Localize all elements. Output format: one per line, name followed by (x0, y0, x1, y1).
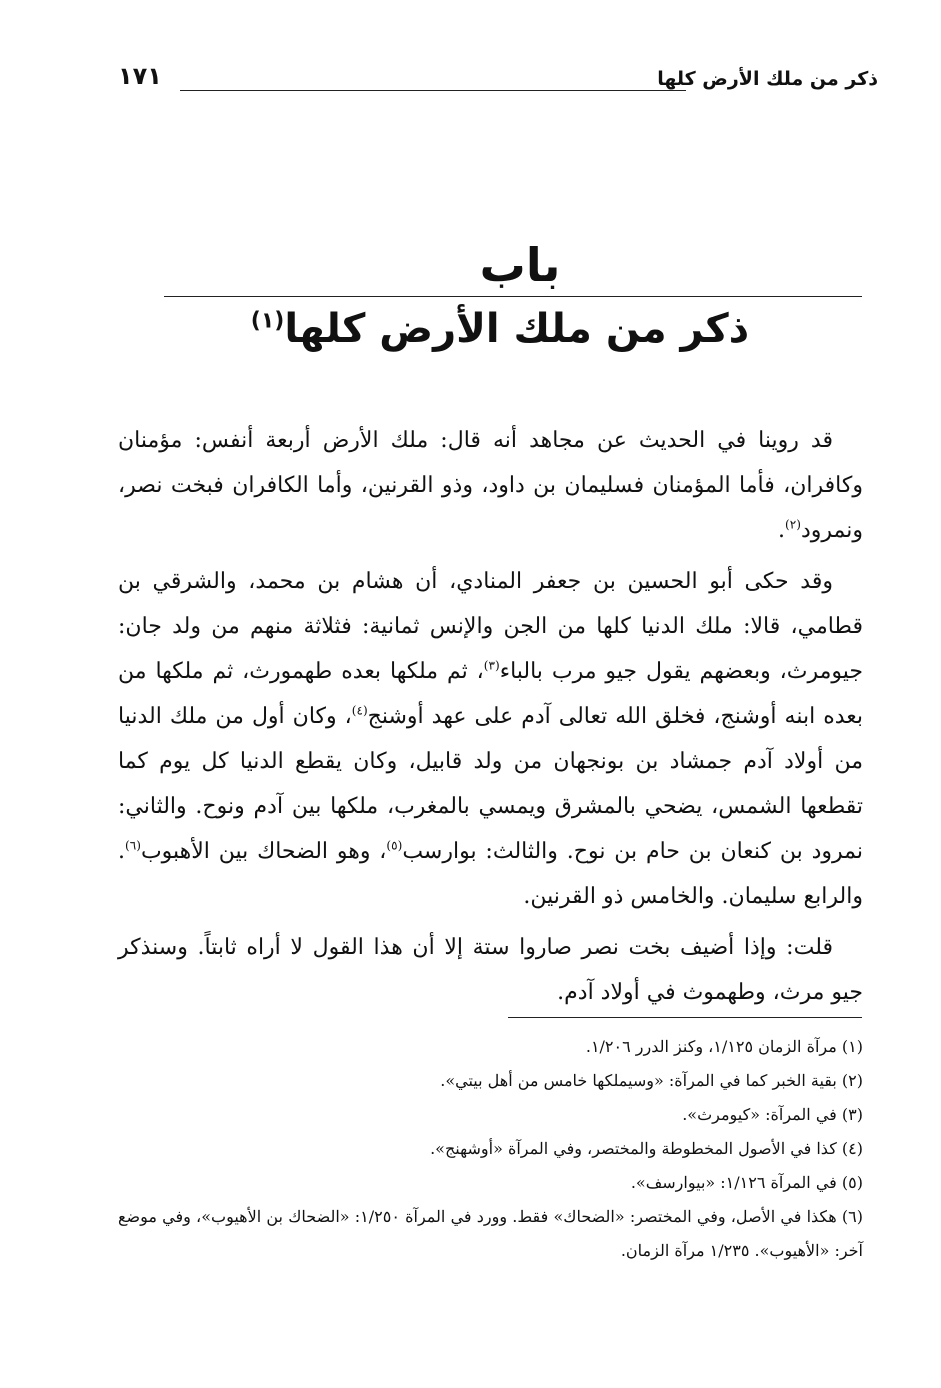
paragraph-1-text: قد روينا في الحديث عن مجاهد أنه قال: ملك الأرض أربعة أنفس: مؤمنان وكافران، فأما المؤمنان فسليمان بن داود، وذو القرنين، وأما الكافران فبخت نصر، ونمرود (118, 428, 863, 543)
footnote-4 (118, 1132, 863, 1166)
footnote-text: في المرآة ١/١٢٦: «بيوارسف». (630, 1173, 837, 1192)
footnote-ref-5: (٥) (386, 838, 403, 853)
footnote-number: (١) (841, 1037, 863, 1056)
footnote-ref-2: (٢) (785, 517, 801, 532)
footnote-ref-3: (٣) (483, 658, 500, 673)
running-header (118, 62, 878, 102)
footnote-number: (٣) (841, 1105, 863, 1124)
header-rule (180, 90, 686, 91)
footnote-5 (118, 1166, 863, 1200)
footnote-number: (٥) (841, 1173, 863, 1192)
chapter-rule (164, 296, 862, 297)
footnote-ref-6: (٦) (125, 838, 141, 853)
paragraph-2-part-a: وقد حكى أبو الحسين بن جعفر المنادي، أن هشام بن محمد، والشرقي بن قطامي، قالا: ملك الدنيا كلها من الجن والإنس ثمانية: فثلاثة منهم من ولد جان: جيومرث، وبعضهم يقول جيو مرب بالباء (118, 569, 863, 684)
paragraph-2-part-b: ، ثم ملكها بعده طهمورث، ثم ملكها من بعده ابنه أوشنج، فخلق الله تعالى آدم على عهد أوشنج (118, 659, 863, 729)
paragraph-1-end: . (778, 518, 786, 543)
paragraph-1 (118, 418, 863, 553)
chapter-label: باب (479, 238, 561, 292)
footnote-text: في المرآة: «كيومرث». (682, 1105, 837, 1124)
footnote-ref-1: (١) (250, 308, 285, 334)
footnote-text: كذا في الأصول المخطوطة والمختصر، وفي المرآة «أوشهنج». (430, 1139, 837, 1158)
body-text (118, 418, 863, 1021)
paragraph-2-part-c: ، وكان أول من ملك الدنيا من أولاد آدم جمشاد بن بونجهان من ولد قابيل، وكان يقطع الدنيا كل يوم كما تقطعها الشمس، يضحي بالمشرق ويمسي بالمغرب، ملكها بين آدم ونوح. والثاني: نمرود بن كنعان بن حام بن نوح. والثالث: بوارسب (118, 704, 863, 864)
footnote-3 (118, 1098, 863, 1132)
footnote-number: (٢) (841, 1071, 863, 1090)
footnote-ref-4: (٤) (351, 703, 368, 718)
paragraph-3-text: قلت: وإذا أضيف بخت نصر صاروا ستة إلا أن هذا القول لا أراه ثابتاً. وسنذكر جيو مرث، وطهموث في أولاد آدم. (118, 935, 863, 1005)
paragraph-2-part-e: . والرابع سليمان. والخامس ذو القرنين. (118, 839, 863, 909)
paragraph-3 (118, 925, 863, 1015)
footnote-text: مرآة الزمان ١/١٢٥، وكنز الدرر ١/٢٠٦. (585, 1037, 837, 1056)
page-number: ١٧١ (118, 62, 162, 90)
footnote-2 (118, 1064, 863, 1098)
footnotes (118, 1030, 863, 1268)
paragraph-2-part-d: ، وهو الضحاك بين الأهبوب (140, 839, 387, 864)
footnote-text: بقية الخبر كما في المرآة: «وسيملكها خامس من أهل بيتي». (440, 1071, 837, 1090)
footnote-rule (508, 1017, 862, 1018)
footnote-6 (118, 1200, 863, 1268)
footnote-number: (٦) (841, 1207, 864, 1226)
chapter-title (0, 306, 941, 352)
footnote-1 (118, 1030, 863, 1064)
footnote-number: (٤) (841, 1139, 863, 1158)
paragraph-2 (118, 559, 863, 919)
chapter-title-text: ذكر من ملك الأرض كلها (284, 306, 750, 352)
footnote-text: هكذا في الأصل، وفي المختصر: «الضحاك» فقط. وورد في المرآة ١/٢٥٠: «الضحاك بن الأهيوب»، وفي موضع آخر: «الأهيوب». ١/٢٣٥ مرآة الزمان. (118, 1207, 863, 1260)
running-title: ذكر من ملك الأرض كلها (657, 68, 878, 90)
